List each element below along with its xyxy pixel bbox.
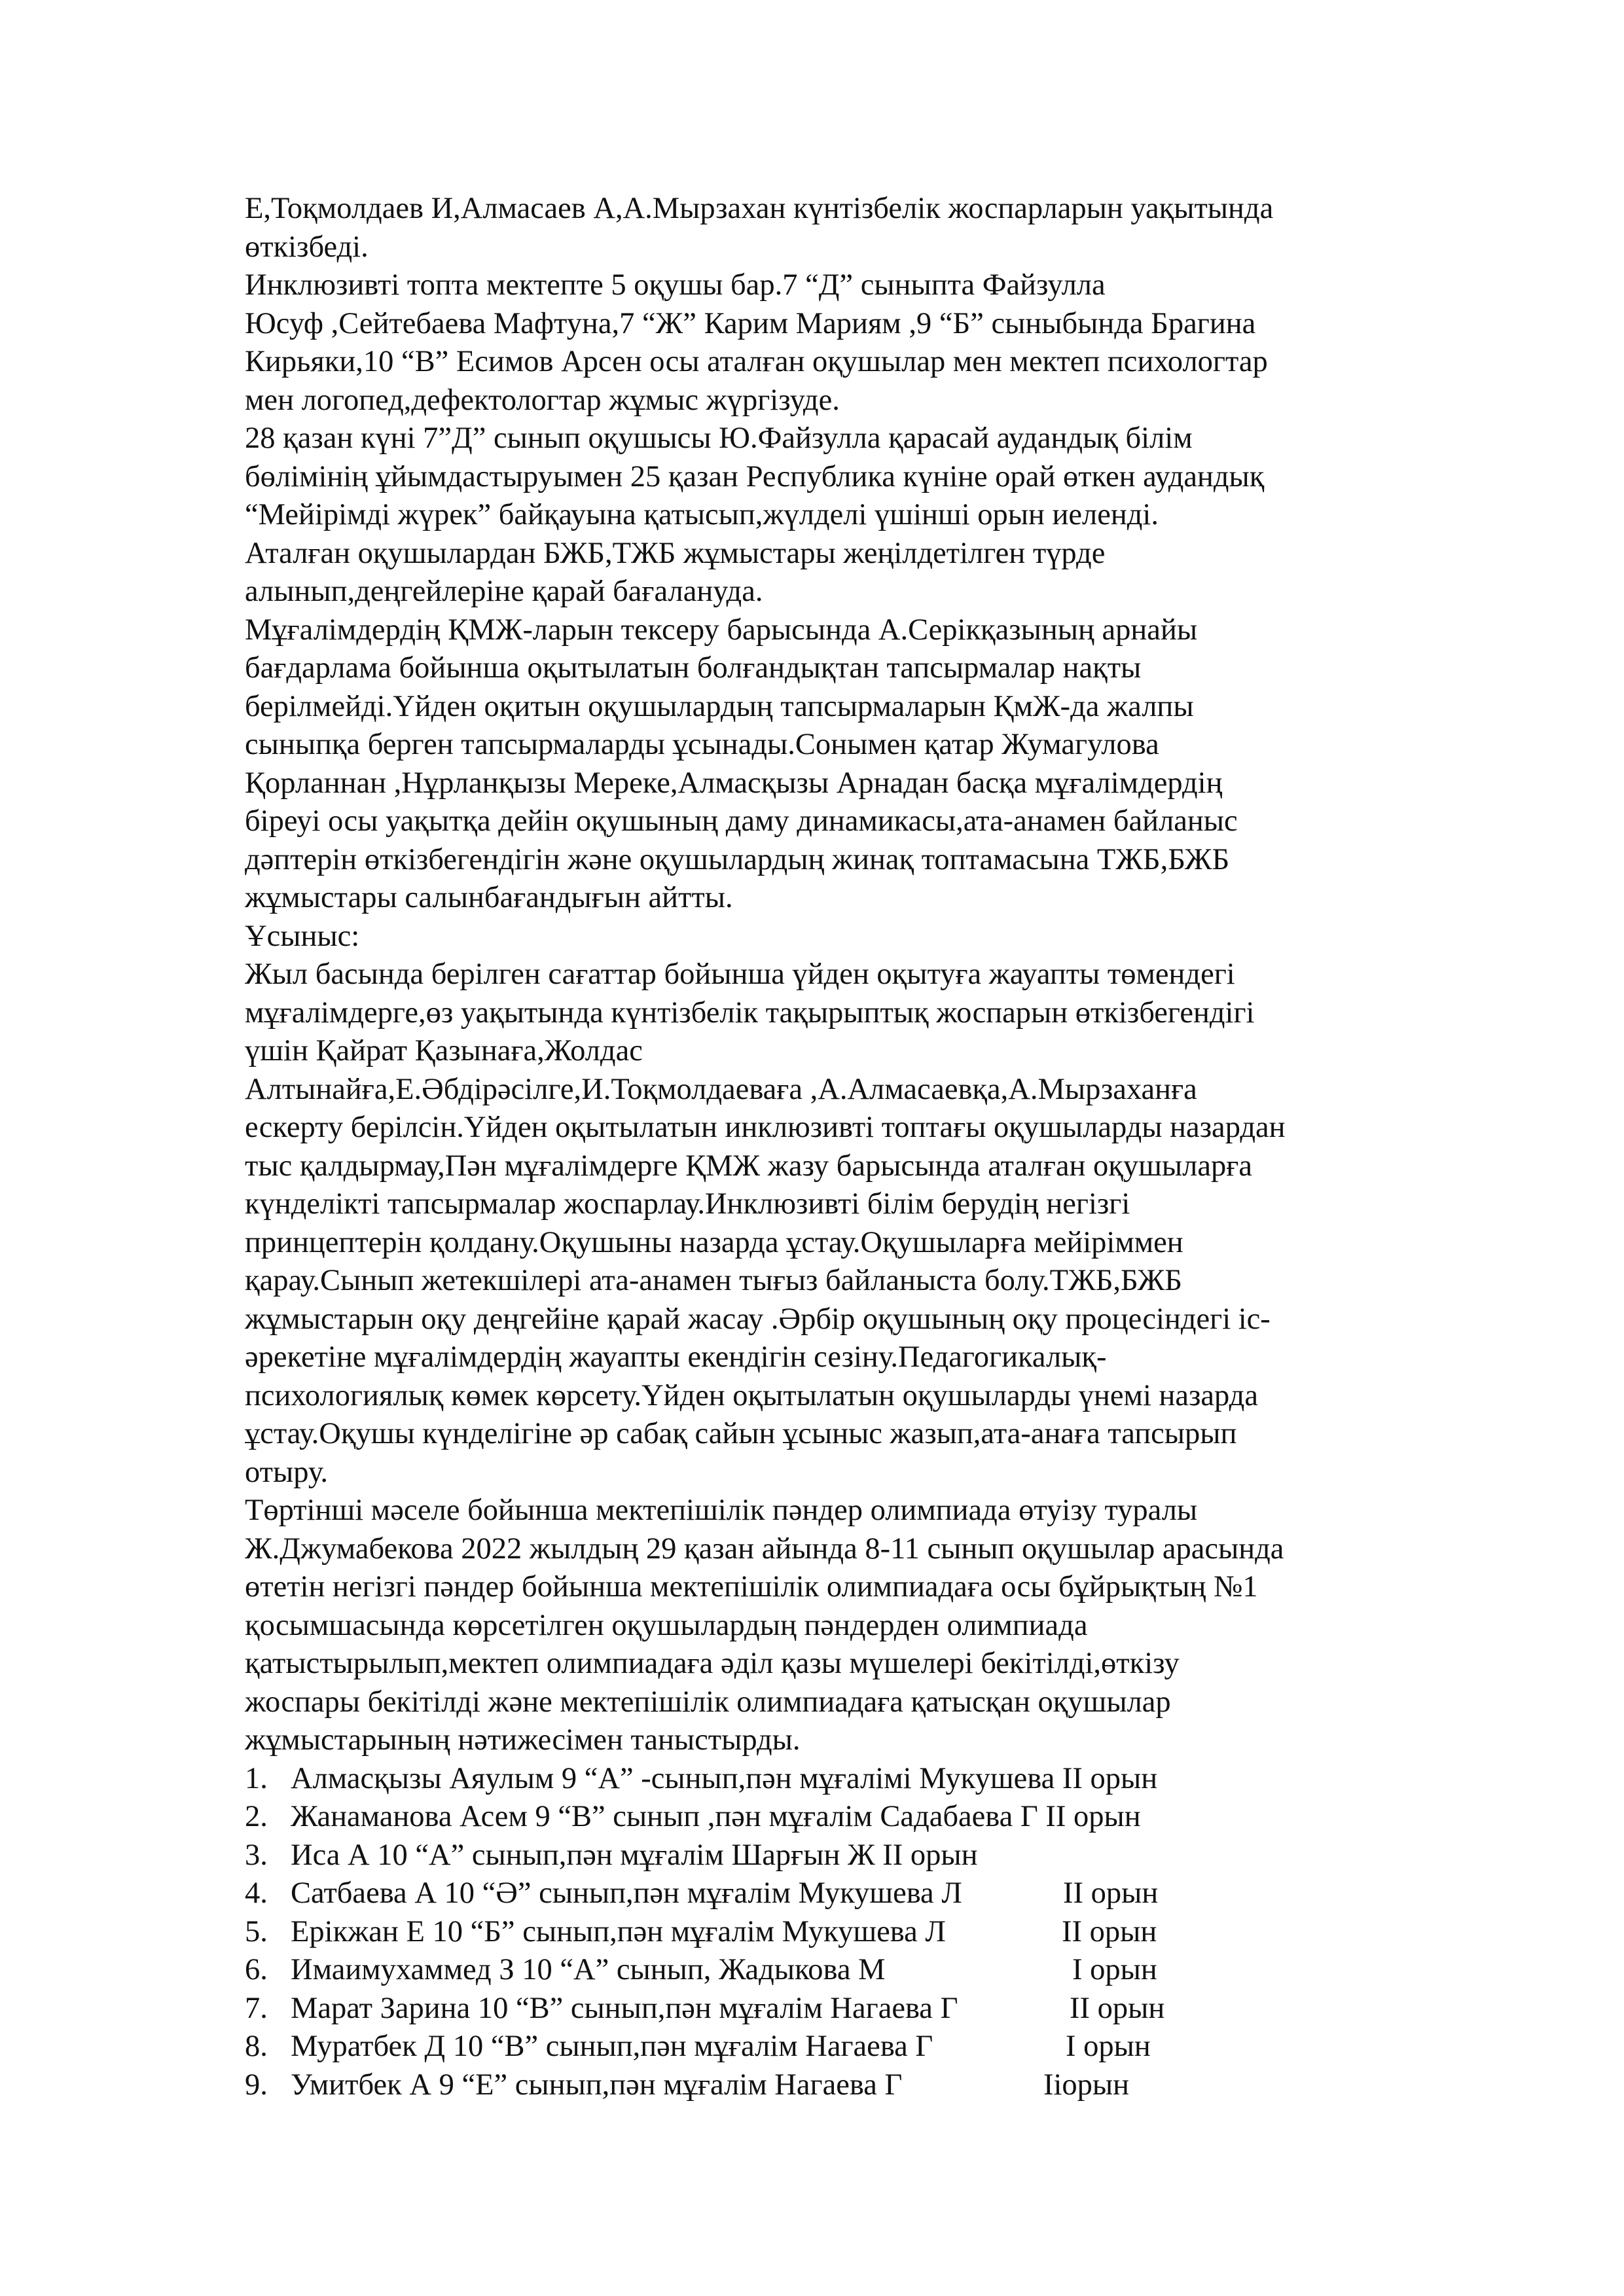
list-number: 8.	[245, 2030, 268, 2063]
text-line: жұмыстарының нәтижесімен таныстырды.	[245, 1723, 801, 1757]
text-line: ұстау.Оқушы күнделігіне әр сабақ сайын ұсыныс жазып,ата-анаға тапсырып	[245, 1417, 1237, 1450]
list-item-text: Иса А 10 “А” сынып,пән мұғалім Шарғын Ж ІІ орын	[291, 1838, 978, 1872]
text-line: отыру.	[245, 1455, 329, 1489]
text-line: алынып,деңгейлеріне қарай бағалануда.	[245, 575, 763, 608]
text-line: біреуі осы уақытқа дейін оқушының даму динамикасы,ата-анамен байланыс	[245, 804, 1238, 838]
text-line: Ж.Джумабекова 2022 жылдың 29 қазан айында 8-11 сынып оқушылар арасында	[245, 1532, 1284, 1566]
text-line: Юсуф ,Сейтебаева Мафтуна,7 “Ж” Карим Мариям ,9 “Б” сыныбында Брагина	[245, 306, 1256, 340]
text-line: өтетін негізгі пәндер бойынша мектепішілік олимпиадаға осы бұйрықтың №1	[245, 1570, 1258, 1604]
list-item-place: Ііорын	[1043, 2068, 1130, 2102]
text-line: жұмыстары салынбағандығын айтты.	[245, 881, 733, 914]
list-item-text: Алмасқызы Аяулым 9 “А” -сынып,пән мұғалімі Мукушева ІІ орын	[291, 1761, 1158, 1795]
list-item	[245, 1874, 1397, 1913]
list-item	[245, 2066, 1397, 2105]
text-line: өткізбеді.	[245, 230, 369, 264]
list-item-text: Ерікжан Е 10 “Б” сынып,пән мұғалім Мукушева Л	[291, 1914, 946, 1948]
text-line: дәптерін өткізбегендігін және оқушылардың жинақ топтамасына ТЖБ,БЖБ	[245, 842, 1230, 876]
list-number: 4.	[245, 1876, 268, 1910]
list-number: 1.	[245, 1761, 268, 1795]
text-line: бөлімінің ұйымдастыруымен 25 қазан Республика күніне орай өткен аудандық	[245, 459, 1265, 493]
text-line: үшін Қайрат Қазынаға,Жолдас	[245, 1034, 643, 1067]
text-line: қосымшасында көрсетілген оқушылардың пәндерден олимпиада	[245, 1608, 1088, 1642]
text-line: Алтынайға,Е.Әбдірәсілге,И.Тоқмолдаеваға ,А.Алмасаевқа,А.Мырзаханға	[245, 1072, 1197, 1106]
list-number: 5.	[245, 1914, 268, 1948]
list-item	[245, 1760, 1397, 1799]
list-item-text: Муратбек Д 10 “В” сынып,пән мұғалім Нагаева Г	[291, 2030, 933, 2063]
text-line: Қорланнан ,Нұрланқызы Мереке,Алмасқызы Арнадан басқа мұғалімдердің	[245, 766, 1223, 800]
text-line: сыныпқа берген тапсырмаларды ұсынады.Сонымен қатар Жумагулова	[245, 728, 1159, 761]
list-item	[245, 1990, 1397, 2028]
text-line: принцептерін қолдану.Оқушыны назарда ұстау.Оқушыларға мейіріммен	[245, 1225, 1183, 1259]
text-line: бағдарлама бойынша оқытылатын болғандықтан тапсырмалар нақты	[245, 651, 1142, 685]
list-number: 3.	[245, 1838, 268, 1872]
text-line: Е,Тоқмолдаев И,Алмасаев А,А.Мырзахан күнтізбелік жоспарларын уақытында	[245, 192, 1274, 225]
list-item	[245, 1837, 1397, 1875]
section-heading: Ұсыныс:	[245, 919, 360, 953]
text-line: Жыл басында берілген сағаттар бойынша үйден оқытуға жауапты төмендегі	[245, 958, 1235, 991]
text-line: жоспары бекітілді және мектепішілік олимпиадаға қатысқан оқушылар	[245, 1685, 1171, 1719]
list-item-text: Марат Зарина 10 “В” сынып,пән мұғалім Нагаева Г	[291, 1991, 958, 2025]
text-line: қатыстырылып,мектеп олимпиадаға әділ қазы мүшелері бекітілді,өткізу	[245, 1647, 1180, 1680]
text-line: “Мейірімді жүрек” байқауына қатысып,жүлделі үшінші орын иеленді.	[245, 498, 1159, 531]
list-item-place: І орын	[1066, 2030, 1151, 2063]
list-item-place: ІІ орын	[1063, 1876, 1159, 1910]
text-line: Кирьяки,10 “В” Есимов Арсен осы аталған оқушылар мен мектеп психологтар	[245, 345, 1268, 378]
text-line: қарау.Сынып жетекшілері ата-анамен тығыз байланыста болу.ТЖБ,БЖБ	[245, 1264, 1182, 1297]
list-item-place: І орын	[1072, 1953, 1157, 1986]
list-item-place: ІІ орын	[1070, 1991, 1165, 2025]
list-number: 2.	[245, 1800, 268, 1833]
text-line: 28 қазан күні 7”Д” сынып оқушысы Ю.Файзулла қарасай аудандық білім	[245, 422, 1193, 455]
text-line: мұғалімдерге,өз уақытында күнтізбелік тақырыптық жоспарын өткізбегендігі	[245, 996, 1255, 1030]
list-number: 6.	[245, 1953, 268, 1986]
list-item	[245, 1798, 1397, 1837]
text-line: берілмейді.Үйден оқитын оқушылардың тапсырмаларын ҚмЖ-да жалпы	[245, 689, 1194, 723]
text-line: күнделікті тапсырмалар жоспарлау.Инклюзивті білім берудің негізгі	[245, 1187, 1130, 1221]
list-item-text: Жанаманова Асем 9 “В” сынып ,пән мұғалім Садабаева Г ІІ орын	[291, 1800, 1141, 1833]
list-item-place: ІІ орын	[1062, 1914, 1157, 1948]
text-line: Төртінші мәселе бойынша мектепішілік пәндер олимпиада өтуізу туралы	[245, 1494, 1198, 1527]
list-item-text: Умитбек А 9 “Е” сынып,пән мұғалім Нагаева Г	[291, 2068, 903, 2102]
list-item	[245, 1913, 1397, 1952]
text-line: психологиялық көмек көрсету.Үйден оқытылатын оқушыларды үнемі назарда	[245, 1378, 1258, 1412]
list-item-text: Сатбаева А 10 “Ә” сынып,пән мұғалім Мукушева Л	[291, 1876, 962, 1910]
list-number: 9.	[245, 2068, 268, 2102]
text-line: тыс қалдырмау,Пән мұғалімдерге ҚМЖ жазу барысында аталған оқушыларға	[245, 1149, 1252, 1183]
text-line: жұмыстарын оқу деңгейіне қарай жасау .Әрбір оқушының оқу процесіндегі іс-	[245, 1302, 1271, 1336]
list-item	[245, 1951, 1397, 1990]
text-line: мен логопед,дефектологтар жұмыс жүргізуде.	[245, 383, 840, 417]
text-line: Инклюзивті топта мектепте 5 оқушы бар.7 “Д” сыныпта Файзулла	[245, 268, 1106, 302]
text-line: Мұғалімдердің ҚМЖ-ларын тексеру барысында А.Серікқазының арнайы	[245, 613, 1198, 647]
document-body	[245, 190, 1397, 2104]
olympiad-results-list	[245, 1760, 1397, 2105]
text-line: Аталған оқушылардан БЖБ,ТЖБ жұмыстары жеңілдетілген түрде	[245, 536, 1106, 570]
list-item	[245, 2028, 1397, 2066]
text-line: әрекетіне мұғалімдердің жауапты екендігін сезіну.Педагогикалық-	[245, 1340, 1107, 1374]
list-number: 7.	[245, 1991, 268, 2025]
list-item-text: Имаимухаммед З 10 “А” сынып, Жадыкова М	[291, 1953, 886, 1986]
text-line: ескерту берілсін.Үйден оқытылатын инклюзивті топтағы оқушыларды назардан	[245, 1111, 1286, 1144]
